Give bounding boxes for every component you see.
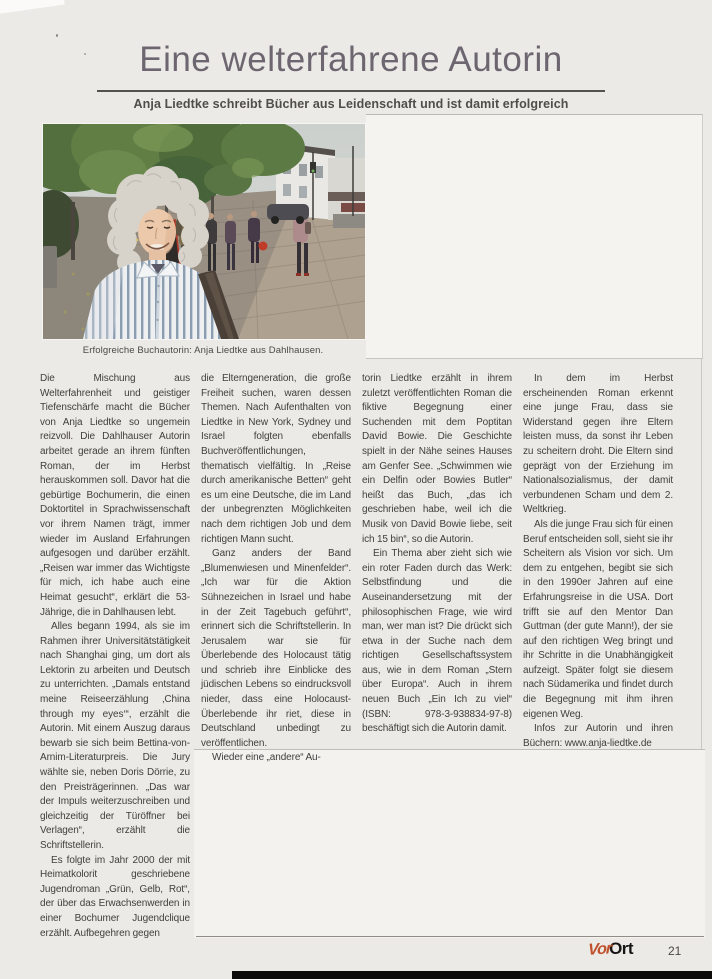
article-paragraph: In dem im Herbst erscheinenden Roman erkennt eine junge Frau, dass sie Widerstand gegen ihre Eltern leisten muss, da sonst ihr Leben zu scheitern droht. Die Eltern sind geprägt von der Erziehung im Nationalsozialismus, der damit verbundenen Scham und dem 2. Weltkrieg. [523,373,673,516]
photo-caption: Erfolgreiche Buchautorin: Anja Liedtke aus Dahlhausen. [82,345,324,356]
page-number: 21 [668,944,682,958]
magazine-logo [588,939,633,959]
article-paragraph: Es folgte im Jahr 2000 der mit Heimatkolorit geschriebene Jugendroman „Grün, Gelb, Rot“, der über das Erwachsenwerden in einer Bochumer Jugendclique erzählt. Aufbegehren gegen [40,854,190,939]
earring [136,239,139,242]
page-title: Eine welterfahrene Autorin [139,40,563,79]
blank-box-right [366,114,703,359]
street-scene-illustration [43,124,365,339]
page-subtitle: Anja Liedtke schreibt Bücher aus Leidenschaft und ist damit erfolgreich [133,97,569,111]
article-column-3 [362,372,512,737]
article-paragraph: Infos zur Autorin und ihren Büchern: www.anja-liedtke.de [523,723,673,749]
scan-artifact [0,0,65,15]
blank-box-bottom [194,749,705,938]
article-paragraph: Die Mischung aus Welterfahrenheit und geistiger Tiefenschärfe macht die Bücher von Anja Liedtke so ungemein reizvoll. Die Dahlhauser Autorin arbeitet gerade an ihrem fünften Roman, der im Herbst herauskommen soll. Davor hat die gebürtige Bochumerin, die einen Doktortitel in Sprachwissenschaft vor ihrem Namen trägt, immer wieder im Ausland Erfahrungen aufgesogen und darüber erzählt. „Reisen war immer das Wichtigste für mich, ich habe auch eine Heimat gesucht“, erklärt die 53-Jährige, die in Dahlhausen lebt. [40,373,190,618]
scan-speck [56,34,58,37]
magazine-logo-ort: Ort [609,939,634,958]
title-rule [97,90,605,92]
article-column-1 [40,372,190,941]
article-column-2 [201,372,351,766]
article-paragraph: Alles begann 1994, als sie im Rahmen ihrer Universitätstätigkeit nach Shanghai ging, um dort als Lektorin zu arbeiten und Deutsch zu unterrichten. „Damals entstand meine Reiseerzählung ‚China through my eyes‘“, erzählt die Autorin. Mit einem Auszug daraus bewarb sie sich beim Bettina-von-Arnim-Literaturpreis. Die Jury wählte sie, neben Doris Dörrie, zu den Preisträgerinnen. „Das war der Impuls weiterzuschreiben und gleichzeitig der Türöffner bei Verlagen“, erzählt die Schriftstellerin. [40,621,190,851]
article-paragraph: Als die junge Frau sich für einen Beruf entscheiden soll, sieht sie ihr Scheitern als Vision vor sich. Um dem zu entgehen, begibt sie sich in den 1990er Jahren auf eine Erfahrungsreise in die USA. Dort trifft sie auf den Mentor Dan Guttman (der gute Mann!), der sie auf den richtigen Weg bringt und ihr Schritte in die Unabhängigkeit aufzeigt. Später folgt sie diesem nach Südamerika und findet durch die Begegnung mit ihm ihren eigenen Weg. [523,518,673,720]
footer-rule [196,936,704,937]
article-paragraph: torin Liedtke erzählt in ihrem zuletzt veröffentlichten Roman die fiktive Begegnung einer Suchenden mit dem Poptitan David Bowie. Die Geschichte spielt in der Nähe seines Hauses am Genfer See. „Schwimmen wie ein Delfin oder Bowies Butler“ heißt das Buch, „das ich geschrieben habe, weil ich die Musik von David Bowie liebe, seit ich 15 bin“, so die Autorin. [362,373,512,545]
magazine-logo-vor: Vor [587,940,612,959]
trash-bin [43,246,57,288]
article-column-4 [523,372,673,751]
scan-edge-bar [232,971,712,979]
article-paragraph: Ein Thema aber zieht sich wie ein roter Faden durch das Werk: Selbstfindung und die Auseinandersetzung mit der philosophischen Frage, wie wird man, wer man ist? Die drückt sich etwa in der Suche nach dem richtigen Gesellschaftssystem aus, wie in dem Roman „Stern über Europa“. Auch in ihrem neuen Buch „Ein Ich zu viel“ (ISBN: 978-3-938834-97-8) beschäftigt sich die Autorin damit. [362,548,512,735]
scan-speck [84,53,86,55]
author-street-photo [42,123,366,340]
article-paragraph: Wieder eine „andere“ Au- [212,752,321,764]
article-paragraph: die Elterngeneration, die große Freiheit suchen, waren dessen Themen. Nach Aufenthalten von Liedtke in New York, Sydney und Israel folgten ebenfalls Buchveröffentlichungen, thematisch vielfältig. In „Reise durch amerikanische Betten“ geht es um eine Deutsche, die im Land der unbegrenzten Möglichkeiten nach dem richtigen Job und dem richtigen Mann sucht. [201,373,351,545]
article-paragraph: Ganz anders der Band „Blumenwiesen und Minenfelder“. „Ich war für die Aktion Sühnezeichen in Israel und habe in der Zeit Tagebuch geführt“, erinnert sich die Schriftstellerin. In Jerusalem war sie für Überlebende des Holocaust tätig und schrieb ihre Einblicke des jüdischen Lebens so eindrucksvoll nieder, dass eine Holocaust-Überlebende ihr riet, diese in Deutschland unbedingt zu veröffentlichen. [201,548,351,749]
